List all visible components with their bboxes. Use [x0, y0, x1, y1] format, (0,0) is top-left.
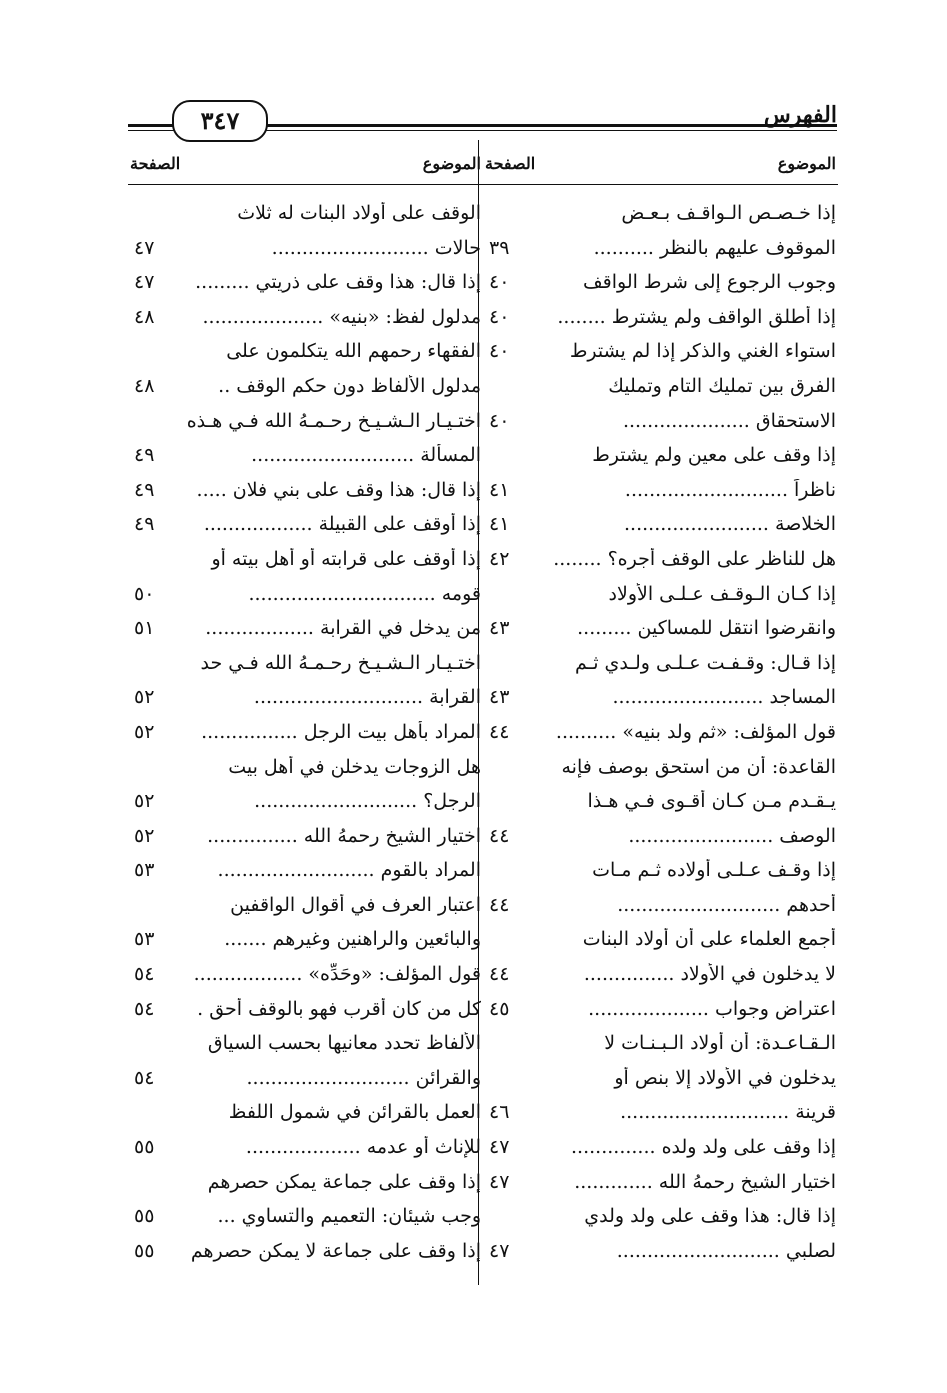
- index-entry: [483, 335, 838, 370]
- entry-page: ٤٠: [489, 340, 510, 363]
- entry-topic: العمل بالقرائن في شمول اللفظ: [228, 1101, 481, 1124]
- entry-page: ٤٧: [489, 1239, 510, 1262]
- entry-topic: قومه ...............................: [248, 582, 481, 605]
- entry-topic: لا يدخلون في الأولاد ...............: [583, 963, 836, 986]
- entry-topic: إذا قال: هذا وقف على ذريتي .........: [195, 271, 481, 294]
- entry-page: ٥٢: [134, 686, 155, 709]
- entry-topic: الفرق بين تمليك التام وتمليك: [608, 374, 836, 397]
- index-entry: [483, 474, 838, 509]
- entry-topic: إذا وقف على ولد ولده ..............: [571, 1136, 836, 1159]
- index-entry: [128, 370, 483, 405]
- index-entry: [128, 405, 483, 440]
- entry-topic: وانقرضوا انتقل للمساكين .........: [577, 617, 836, 640]
- entry-page: ٥٥: [134, 1239, 155, 1262]
- index-entry: [128, 1200, 483, 1235]
- index-entry: [128, 647, 483, 682]
- page-heading: الصفحة: [485, 154, 536, 173]
- entry-topic: ناظراً ...........................: [624, 478, 836, 501]
- index-entry: [483, 785, 838, 820]
- entry-topic: القاعدة: أن من استحق بوصف فإنه: [561, 755, 836, 778]
- index-entry: [128, 1131, 483, 1166]
- entry-topic: إذا أوقف على القبيلة ..................: [203, 513, 481, 536]
- index-entry: [128, 301, 483, 336]
- index-entry: [483, 370, 838, 405]
- index-entry: [483, 1096, 838, 1131]
- entry-topic: المراد بالقوم ..........................: [217, 859, 481, 882]
- entry-page: ٤٤: [489, 893, 510, 916]
- page-header: [128, 94, 837, 138]
- index-entry: [483, 923, 838, 958]
- index-entry: [483, 301, 838, 336]
- entry-topic: اختـيـار الـشـيـخ رحـمـهُ الله فـي هـذه: [186, 409, 481, 432]
- index-entry: [483, 1027, 838, 1062]
- index-entry: [483, 508, 838, 543]
- entry-page: ٥٤: [134, 963, 155, 986]
- index-entry: [128, 785, 483, 820]
- index-entry: [128, 1235, 483, 1270]
- index-entry: [128, 854, 483, 889]
- entry-topic: المراد بأهل بيت الرجل ................: [201, 720, 481, 743]
- entry-topic: الاستحقاق .....................: [622, 409, 836, 432]
- entry-topic: الوصف ........................: [628, 824, 836, 847]
- topic-heading: الموضوع: [777, 154, 836, 173]
- entry-topic: اعتراض وجواب ....................: [588, 997, 836, 1020]
- index-entry: [128, 612, 483, 647]
- index-entry: [483, 578, 838, 613]
- index-entry: [483, 1062, 838, 1097]
- entry-page: ٤٠: [489, 271, 510, 294]
- entry-topic: هل للناظر على الوقف أجره؟ ........: [553, 547, 836, 570]
- entry-page: ٥١: [134, 617, 155, 640]
- entry-topic: أحدهم ...........................: [617, 893, 836, 916]
- index-entry: [128, 820, 483, 855]
- entry-page: ٤٣: [489, 686, 510, 709]
- entry-page: ٤٩: [134, 478, 155, 501]
- index-entry: [128, 958, 483, 993]
- index-entry: [128, 1096, 483, 1131]
- entry-page: ٤٢: [489, 547, 510, 570]
- index-entries: [128, 185, 483, 1269]
- entry-topic: من يدخل في القرابة ..................: [205, 617, 481, 640]
- entry-page: ٤٩: [134, 444, 155, 467]
- entry-page: ٤٦: [489, 1101, 510, 1124]
- entry-topic: إذا قال: هذا وقف على بني فلان .....: [196, 478, 481, 501]
- entry-topic: إذا قـال: وقـفـت عـلـى ولـدي ثـم: [575, 651, 836, 674]
- entry-page: ٤٧: [134, 236, 155, 259]
- entry-topic: استواء الغني والذكر إذا لم يشترط: [569, 340, 836, 363]
- entry-topic: إذا وقف على جماعة يمكن حصرهم: [207, 1170, 481, 1193]
- entry-page: ٤٧: [134, 271, 155, 294]
- entry-topic: قول المؤلف: «وحَدِّه» ..................: [193, 963, 481, 986]
- index-entry: [128, 474, 483, 509]
- entry-topic: لصلبي ...........................: [616, 1239, 836, 1262]
- entry-topic: أجمع العلماء على أن أولاد البنات: [582, 928, 836, 951]
- entry-page: ٤٥: [489, 997, 510, 1020]
- entry-topic: حالات ..........................: [271, 236, 481, 259]
- entry-topic: إذا أطلق الواقف ولم يشترط ........: [557, 305, 836, 328]
- entry-topic: إذا وقف على معين ولم يشترط: [592, 444, 836, 467]
- entry-topic: وجب شيئان: التعميم والتساوي ...: [217, 1205, 481, 1228]
- page-title: الفهرس: [763, 102, 837, 128]
- index-entry: [128, 578, 483, 613]
- entry-topic: والبائعين والراهنين وغيرهم .......: [224, 928, 481, 951]
- entry-topic: الرجل؟ ...........................: [254, 790, 481, 813]
- entry-page: ٤١: [489, 478, 510, 501]
- entry-page: ٣٩: [489, 236, 510, 259]
- entry-topic: يـقـدم مـن كـان أقـوى فـي هـذا: [587, 790, 836, 813]
- entry-page: ٤٠: [489, 409, 510, 432]
- entry-page: ٤٠: [489, 305, 510, 328]
- entry-page: ٤٣: [489, 617, 510, 640]
- entry-topic: اعتبار العرف في أقوال الواقفين: [230, 893, 481, 916]
- index-entry: [483, 543, 838, 578]
- index-entry: [128, 993, 483, 1028]
- index-entry: [483, 197, 838, 232]
- entry-topic: إذا خـصـص الـواقـف بـعـض: [621, 202, 836, 224]
- column-header: [128, 144, 483, 185]
- entry-page: ٥٥: [134, 1136, 155, 1159]
- index-entry: [483, 232, 838, 267]
- entry-page: ٤١: [489, 513, 510, 536]
- topic-heading: الموضوع: [422, 154, 481, 173]
- index-entry: [483, 1235, 838, 1270]
- index-entry: [128, 1027, 483, 1062]
- entry-page: ٥٣: [134, 859, 155, 882]
- entry-page: ٥٢: [134, 720, 155, 743]
- entry-page: ٥٢: [134, 790, 155, 813]
- entry-topic: القرابة ............................: [253, 686, 481, 709]
- right-column: [483, 144, 838, 1269]
- entry-page: ٥٤: [134, 997, 155, 1020]
- index-entry: [483, 993, 838, 1028]
- entry-topic: هل الزوجات يدخلن في أهل بيت: [228, 755, 481, 778]
- entry-page: ٤٨: [134, 374, 155, 397]
- index-entry: [483, 647, 838, 682]
- entry-topic: إذا كـان الـوقـف عـلـى الأولاد: [608, 582, 836, 605]
- entry-page: ٤٩: [134, 513, 155, 536]
- index-entry: [483, 751, 838, 786]
- entry-page: ٤٤: [489, 963, 510, 986]
- entry-topic: قرينة ............................: [620, 1101, 836, 1124]
- index-entry: [128, 232, 483, 267]
- left-column: [128, 144, 483, 1269]
- entry-topic: الألفاظ تحدد معانيها بحسب السياق: [207, 1032, 481, 1055]
- entry-topic: اختيار الشيخ رحمهُ الله .............: [574, 1170, 836, 1193]
- entry-topic: قول المؤلف: «ثم ولد بنيه» ..........: [555, 720, 836, 743]
- entry-topic: الخلاصة ........................: [624, 513, 836, 536]
- entry-topic: الموقوف عليهم بالنظر ..........: [593, 236, 836, 259]
- entry-page: ٥٤: [134, 1066, 155, 1089]
- index-entry: [483, 405, 838, 440]
- index-entry: [483, 1200, 838, 1235]
- index-entry: [483, 266, 838, 301]
- entry-topic: الفقهاء رحمهم الله يتكلمون على: [226, 340, 481, 363]
- index-entry: [483, 958, 838, 993]
- page-heading: الصفحة: [130, 154, 181, 173]
- entry-topic: للإناث أو عدمه ...................: [245, 1136, 481, 1159]
- entry-topic: المساجد .........................: [612, 686, 836, 709]
- entry-page: ٥٠: [134, 582, 155, 605]
- entry-topic: إذا قال: هذا وقف على ولد ولدي: [584, 1205, 836, 1228]
- entry-topic: كل من كان أقرب فهو بالوقف أحق .: [197, 997, 481, 1020]
- index-entry: [128, 1062, 483, 1097]
- index-entry: [128, 335, 483, 370]
- index-entry: [483, 1166, 838, 1201]
- entry-topic: مدلول لفظ: «بنيه» ....................: [202, 305, 481, 328]
- entry-topic: إذا أوقف على قرابته أو أهل بيته أو: [211, 547, 481, 570]
- index-entry: [128, 923, 483, 958]
- entry-topic: إذا وقف على جماعة لا يمكن حصرهم: [190, 1239, 481, 1262]
- index-entry: [128, 716, 483, 751]
- index-entry: [128, 681, 483, 716]
- index-entry: [128, 197, 483, 232]
- index-entry: [128, 266, 483, 301]
- index-entry: [483, 854, 838, 889]
- index-entry: [128, 439, 483, 474]
- entry-topic: وجوب الرجوع إلى شرط الواقف: [582, 271, 836, 294]
- index-entries: [483, 185, 838, 1269]
- entry-topic: الوقف على أولاد البنات له ثلاث: [237, 202, 481, 224]
- index-entry: [483, 612, 838, 647]
- page-number: ٣٤٧: [172, 100, 268, 142]
- entry-topic: مدلول الألفاظ دون حكم الوقف ..: [218, 374, 481, 397]
- index-entry: [128, 543, 483, 578]
- entry-topic: اختيار الشيخ رحمهُ الله ...............: [207, 824, 481, 847]
- index-entry: [128, 751, 483, 786]
- entry-page: ٤٤: [489, 824, 510, 847]
- index-entry: [128, 889, 483, 924]
- entry-topic: يدخلون في الأولاد إلا بنص أو: [614, 1066, 836, 1089]
- index-entry: [128, 508, 483, 543]
- entry-page: ٥٣: [134, 928, 155, 951]
- entry-page: ٥٥: [134, 1205, 155, 1228]
- entry-topic: والقرائن ...........................: [246, 1066, 481, 1089]
- entry-topic: الـقـاعـدة: أن أولاد الـبـنـات لا: [604, 1032, 836, 1055]
- entry-page: ٤٨: [134, 305, 155, 328]
- index-entry: [483, 820, 838, 855]
- entry-page: ٤٤: [489, 720, 510, 743]
- entry-page: ٥٢: [134, 824, 155, 847]
- index-entry: [483, 681, 838, 716]
- entry-topic: اختـيـار الـشـيـخ رحـمـهُ الله فـي حد: [200, 651, 481, 674]
- entry-page: ٤٧: [489, 1136, 510, 1159]
- index-entry: [483, 439, 838, 474]
- entry-page: ٤٧: [489, 1170, 510, 1193]
- entry-topic: إذا وقـف عـلـى أولاده ثـم مـات: [592, 859, 836, 882]
- index-entry: [483, 1131, 838, 1166]
- column-header: [483, 144, 838, 185]
- index-entry: [483, 716, 838, 751]
- entry-topic: المسألة ...........................: [251, 444, 481, 467]
- index-entry: [483, 889, 838, 924]
- index-entry: [128, 1166, 483, 1201]
